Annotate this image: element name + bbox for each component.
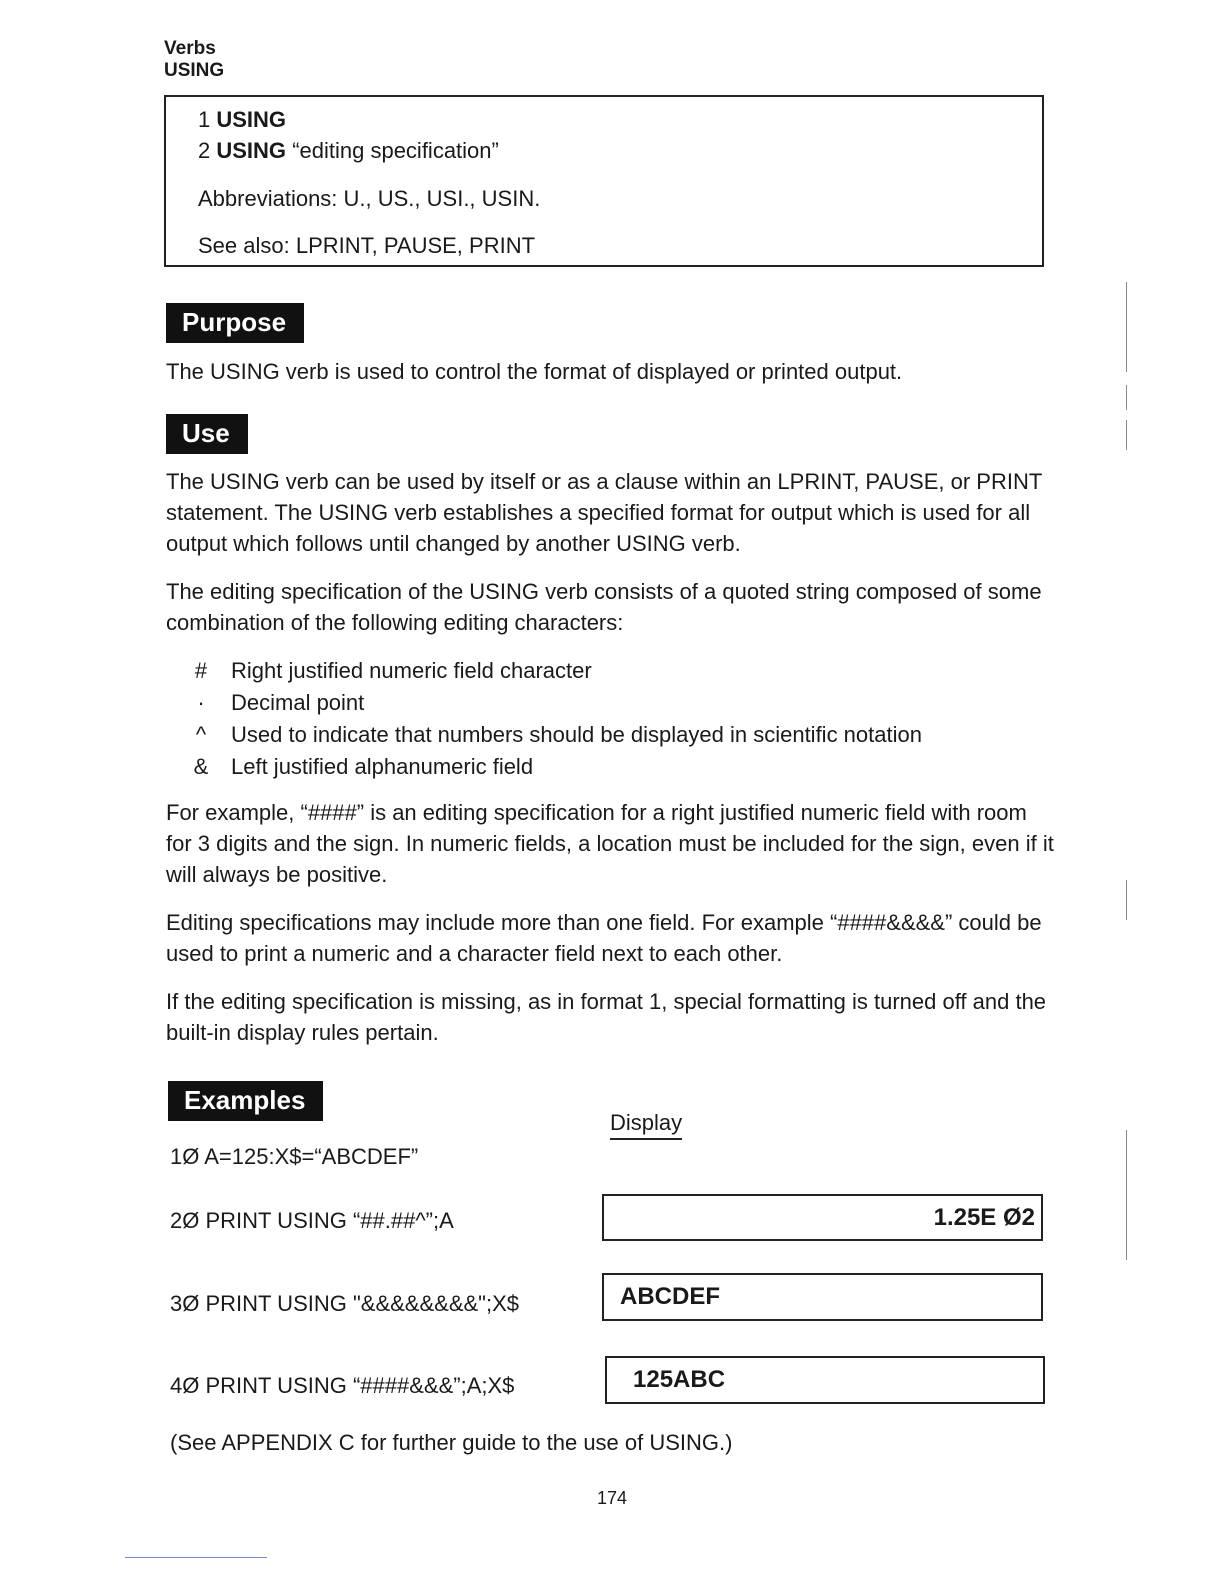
syntax-line-1 [198,107,286,133]
margin-mark [1126,1130,1127,1260]
use-paragraph-3-text: For example, “####” is an editing specification for a right justified numeric field with room for 3 digits and the sign. In numeric fields, a location must be included for the sign, even if it will always be positive. [166,800,1054,887]
list-item-symbol: · [197,690,205,715]
syntax-line-2-argument: “editing specification” [292,138,499,163]
code-line-10: 1Ø A=125:X$=“ABCDEF” [170,1144,419,1169]
use-paragraph-4 [166,907,1056,969]
code-line-30: 3Ø PRINT USING "&&&&&&&&";X$ [170,1291,519,1316]
code-line-40: 4Ø PRINT USING “####&&&”;A;X$ [170,1373,515,1398]
syntax-box [164,95,1044,267]
display-output-2-text: ABCDEF [620,1283,720,1310]
syntax-line-2-keyword: USING [216,138,287,163]
syntax-line-1-keyword: USING [216,107,287,132]
see-also: See also: LPRINT, PAUSE, PRINT [198,233,536,258]
syntax-line-2-number: 2 [198,138,211,163]
examples-heading: Examples [168,1081,323,1121]
display-output-3 [605,1356,1045,1404]
syntax-line-1-number: 1 [198,107,211,132]
examples-footnote: (See APPENDIX C for further guide to the use of USING.) [170,1430,733,1455]
list-item-symbol: ^ [195,722,207,747]
abbreviations: Abbreviations: U., US., USI., USIN. [198,186,541,211]
margin-mark [1126,880,1127,920]
purpose-paragraph: The USING verb is used to control the format of displayed or printed output. [166,359,903,384]
display-output-3-text: 125ABC [633,1366,726,1393]
margin-mark [1126,420,1127,450]
use-paragraph-1 [166,466,1056,559]
use-paragraph-2 [166,576,1056,638]
use-paragraph-1-text: The USING verb can be used by itself or as a clause within an LPRINT, PAUSE, or PRINT statement. The USING verb establishes a specified format for output which is used for all output which follows until changed by another USING verb. [166,469,1042,556]
page-number: 174 [596,1488,628,1508]
display-output-1 [602,1194,1043,1241]
list-item-text: Used to indicate that numbers should be displayed in scientific notation [231,722,922,747]
topic-header: USING [164,60,225,81]
display-column-label: Display [610,1110,682,1140]
use-paragraph-2-text: The editing specification of the USING verb consists of a quoted string composed of some combination of the following editing characters: [166,579,1042,635]
margin-mark [1126,282,1127,372]
display-output-1-text: 1.25E Ø2 [933,1203,1035,1231]
list-item-text: Decimal point [231,690,365,715]
code-line-20: 2Ø PRINT USING “##.##^”;A [170,1208,454,1233]
margin-mark [1126,385,1127,410]
section-header: Verbs [164,38,216,59]
purpose-text [166,356,1056,387]
purpose-heading: Purpose [166,303,304,343]
list-item-text: Left justified alphanumeric field [231,754,534,779]
bottom-rule [125,1557,267,1558]
list-item-symbol: # [194,658,208,683]
use-paragraph-5-text: If the editing specification is missing, as in format 1, special formatting is turned off and the built-in display rules pertain. [166,989,1047,1045]
list-item-symbol: & [193,754,209,779]
use-paragraph-5 [166,986,1056,1048]
editing-characters-list [186,655,1086,785]
use-heading: Use [166,414,248,454]
syntax-line-2 [198,138,499,164]
use-paragraph-4-text: Editing specifications may include more than one field. For example “####&&&&” could be used to print a numeric and a character field next to each other. [166,910,1042,966]
use-paragraph-3 [166,797,1056,890]
list-item-text: Right justified numeric field character [231,658,592,683]
display-output-2 [602,1273,1043,1321]
